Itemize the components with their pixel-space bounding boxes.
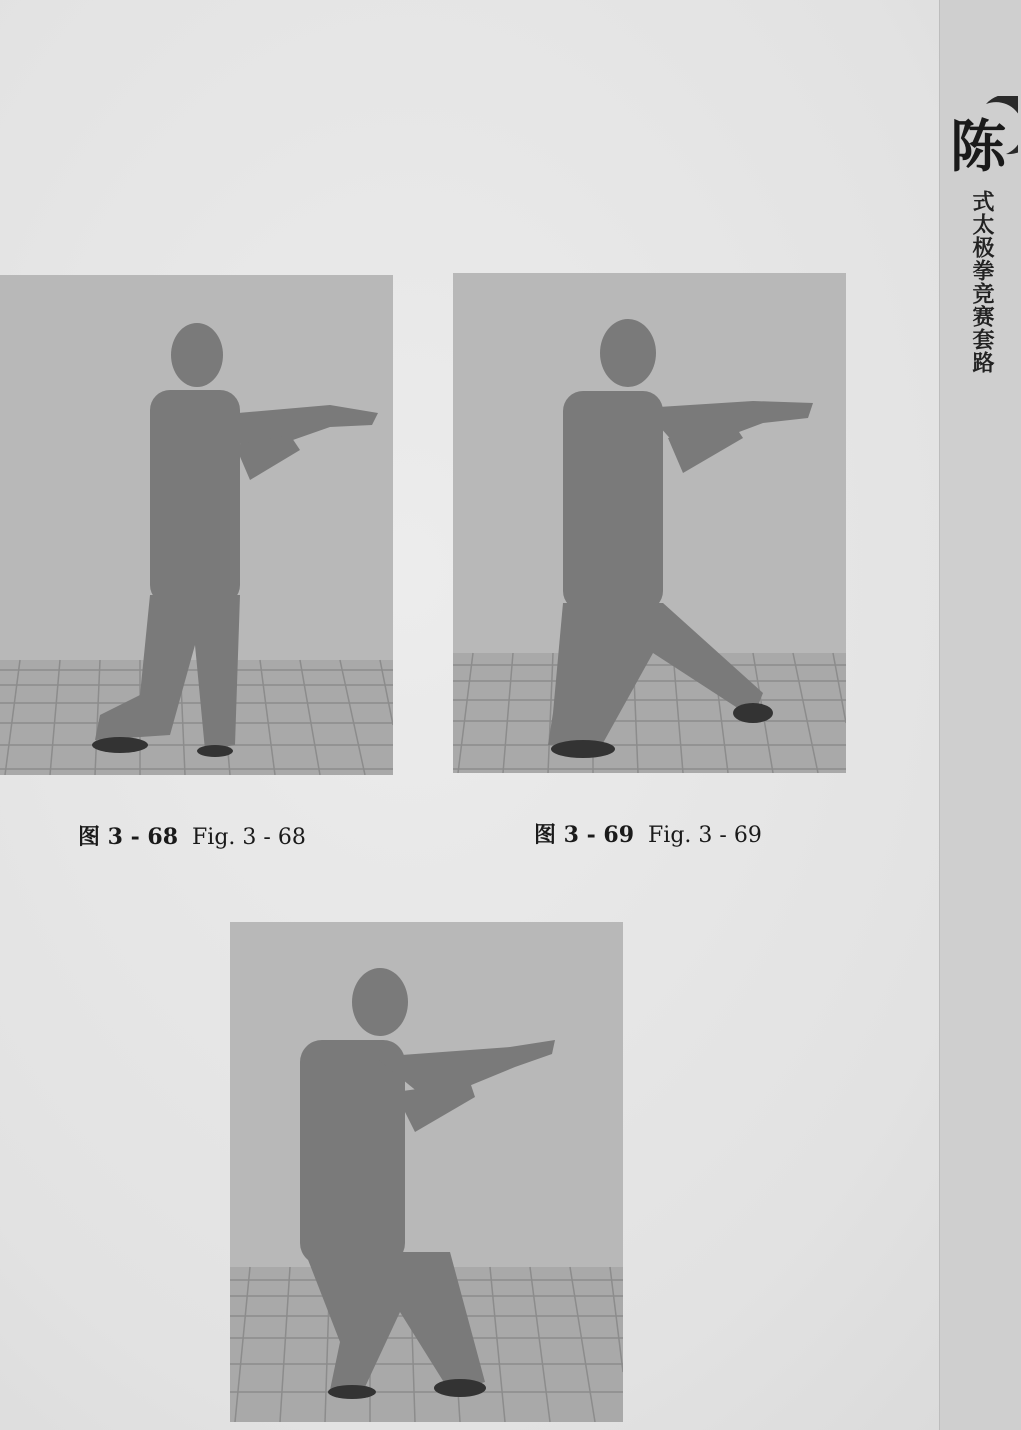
- caption-label-en: Fig. 3 - 68: [192, 825, 306, 850]
- calligraphy-logo: [946, 96, 1018, 186]
- photo-fig-3-70: [230, 922, 623, 1422]
- photo-fig-3-68: [0, 275, 393, 775]
- tai-chi-pose-image: [453, 273, 846, 773]
- caption-label-en: Fig. 3 - 69: [648, 823, 762, 848]
- tai-chi-pose-image: [230, 922, 623, 1422]
- side-tab: [939, 0, 1021, 1430]
- caption-fig-3-68: [78, 820, 306, 851]
- caption-fig-3-69: [534, 818, 762, 849]
- tai-chi-pose-image: [0, 275, 393, 775]
- photo-fig-3-69: [453, 273, 846, 773]
- caption-label-zh: 图 3 - 69: [534, 822, 635, 848]
- book-title-vertical: 式太极拳竞赛套路: [969, 190, 995, 374]
- logo-char: 陈: [950, 114, 1006, 180]
- caption-label-zh: 图 3 - 68: [78, 824, 179, 850]
